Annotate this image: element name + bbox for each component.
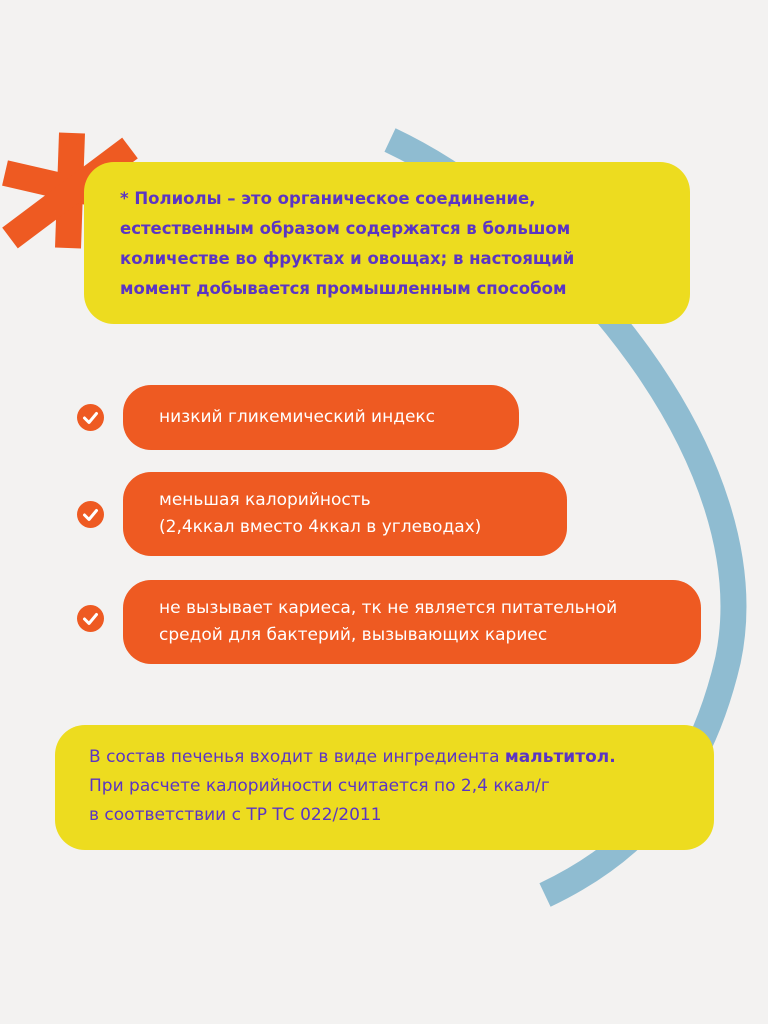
maltitol-info (55, 725, 714, 850)
check-icon (77, 404, 104, 431)
note-line-3: количестве во фруктах и овощах; в настоящий (120, 249, 575, 268)
info-line-1 (89, 743, 694, 772)
check-icon (77, 605, 104, 632)
benefit-3-line-2: средой для бактерий, вызывающих кариес (159, 625, 548, 645)
benefit-1-line-1: низкий гликемический индекс (159, 407, 436, 427)
info-line-3: в соответствии с ТР ТС 022/2011 (89, 805, 382, 825)
info-line-2: При расчете калорийности считается по 2,4 ккал/г (89, 776, 550, 796)
note-line-4: момент добывается промышленным способом (120, 279, 567, 298)
check-icon (77, 501, 104, 528)
info-line-1-text: В состав печенья входит в виде ингредиента (89, 747, 505, 767)
note-line-1: * Полиолы – это органическое соединение, (120, 189, 536, 208)
maltitol-highlight: мальтитол. (504, 747, 616, 767)
benefit-low-glycemic (123, 385, 519, 450)
benefit-2-line-1: меньшая калорийность (159, 490, 371, 510)
benefit-no-caries (123, 580, 701, 664)
benefit-low-calorie (123, 472, 567, 556)
benefit-3-line-1: не вызывает кариеса, тк не является питательной (159, 598, 618, 618)
polyol-note (84, 162, 690, 324)
benefit-2-line-2: (2,4ккал вместо 4ккал в углеводах) (159, 517, 482, 537)
note-line-2: естественным образом содержатся в большом (120, 219, 571, 238)
